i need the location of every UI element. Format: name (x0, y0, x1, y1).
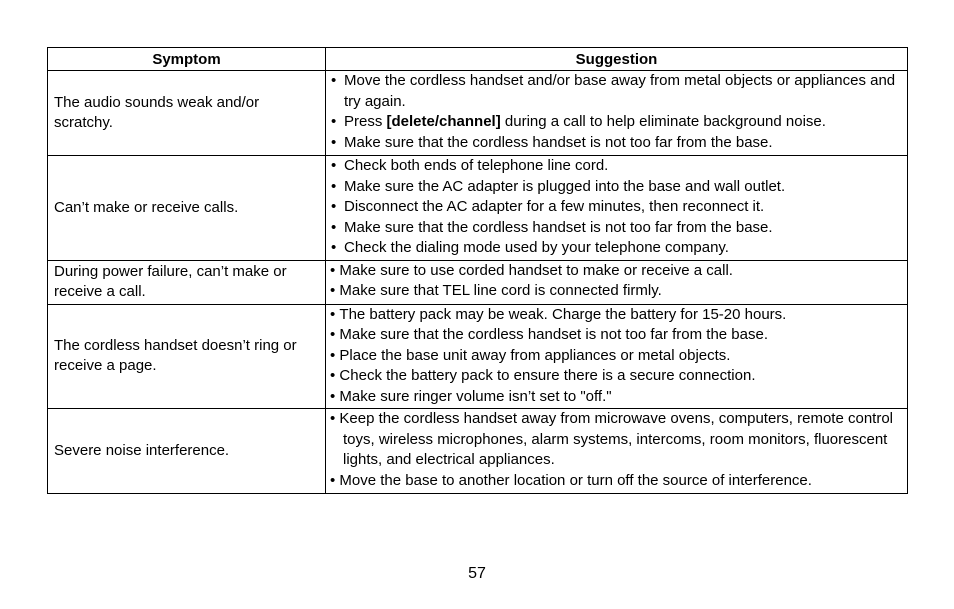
suggestion-list (330, 261, 903, 302)
suggestion-item: • Check both ends of telephone line cord. (330, 156, 903, 177)
table-row (48, 260, 908, 304)
suggestion-text: Press (344, 113, 387, 130)
suggestion-item: • Move the base to another location or turn off the source of interference. (330, 471, 903, 492)
symptom-column-header: Symptom (48, 48, 326, 71)
suggestion-list (330, 305, 903, 408)
suggestion-text: during a call to help eliminate background noise. (500, 113, 826, 130)
page-number: 57 (468, 565, 486, 582)
suggestion-cell (326, 409, 908, 494)
suggestion-item: • Make sure ringer volume isn’t set to "off." (330, 387, 903, 408)
suggestion-column-header: Suggestion (326, 48, 908, 71)
suggestion-list (330, 156, 903, 259)
suggestion-item (330, 112, 903, 133)
suggestion-cell (326, 156, 908, 261)
suggestion-item: • Make sure the AC adapter is plugged into the base and wall outlet. (330, 177, 903, 198)
suggestion-item: • Keep the cordless handset away from microwave ovens, computers, remote control toys, wireless microphones, alarm systems, intercoms, room monitors, fluorescent lights, and electrical appliances. (330, 409, 903, 471)
suggestion-item: • Make sure that TEL line cord is connected firmly. (330, 281, 903, 302)
suggestion-item: • Move the cordless handset and/or base away from metal objects or appliances and try again. (330, 71, 903, 112)
key-label: [delete/channel] (386, 113, 501, 130)
symptom-cell: Severe noise interference. (48, 409, 326, 494)
suggestion-cell (326, 71, 908, 156)
suggestion-item: • Make sure to use corded handset to make or receive a call. (330, 261, 903, 282)
table-row (48, 156, 908, 261)
table-header-row (48, 48, 908, 71)
symptom-cell: Can’t make or receive calls. (48, 156, 326, 261)
symptom-cell: The audio sounds weak and/or scratchy. (48, 71, 326, 156)
symptom-cell: The cordless handset doesn’t ring or receive a page. (48, 304, 326, 409)
suggestion-item: • Check the dialing mode used by your telephone company. (330, 238, 903, 259)
suggestion-item: • Make sure that the cordless handset is not too far from the base. (330, 325, 903, 346)
troubleshooting-table (47, 47, 908, 494)
suggestion-list (330, 71, 903, 153)
suggestion-item: • Make sure that the cordless handset is not too far from the base. (330, 133, 903, 154)
table-row (48, 304, 908, 409)
suggestion-item: • Make sure that the cordless handset is not too far from the base. (330, 218, 903, 239)
suggestion-item: • Disconnect the AC adapter for a few minutes, then reconnect it. (330, 197, 903, 218)
suggestion-item: • The battery pack may be weak. Charge the battery for 15-20 hours. (330, 305, 903, 326)
suggestion-item: • Check the battery pack to ensure there is a secure connection. (330, 366, 903, 387)
suggestion-item: • Place the base unit away from appliances or metal objects. (330, 346, 903, 367)
suggestion-cell (326, 260, 908, 304)
symptom-cell: During power failure, can’t make or receive a call. (48, 260, 326, 304)
suggestion-list (330, 409, 903, 491)
table-row (48, 409, 908, 494)
suggestion-cell (326, 304, 908, 409)
table-row (48, 71, 908, 156)
